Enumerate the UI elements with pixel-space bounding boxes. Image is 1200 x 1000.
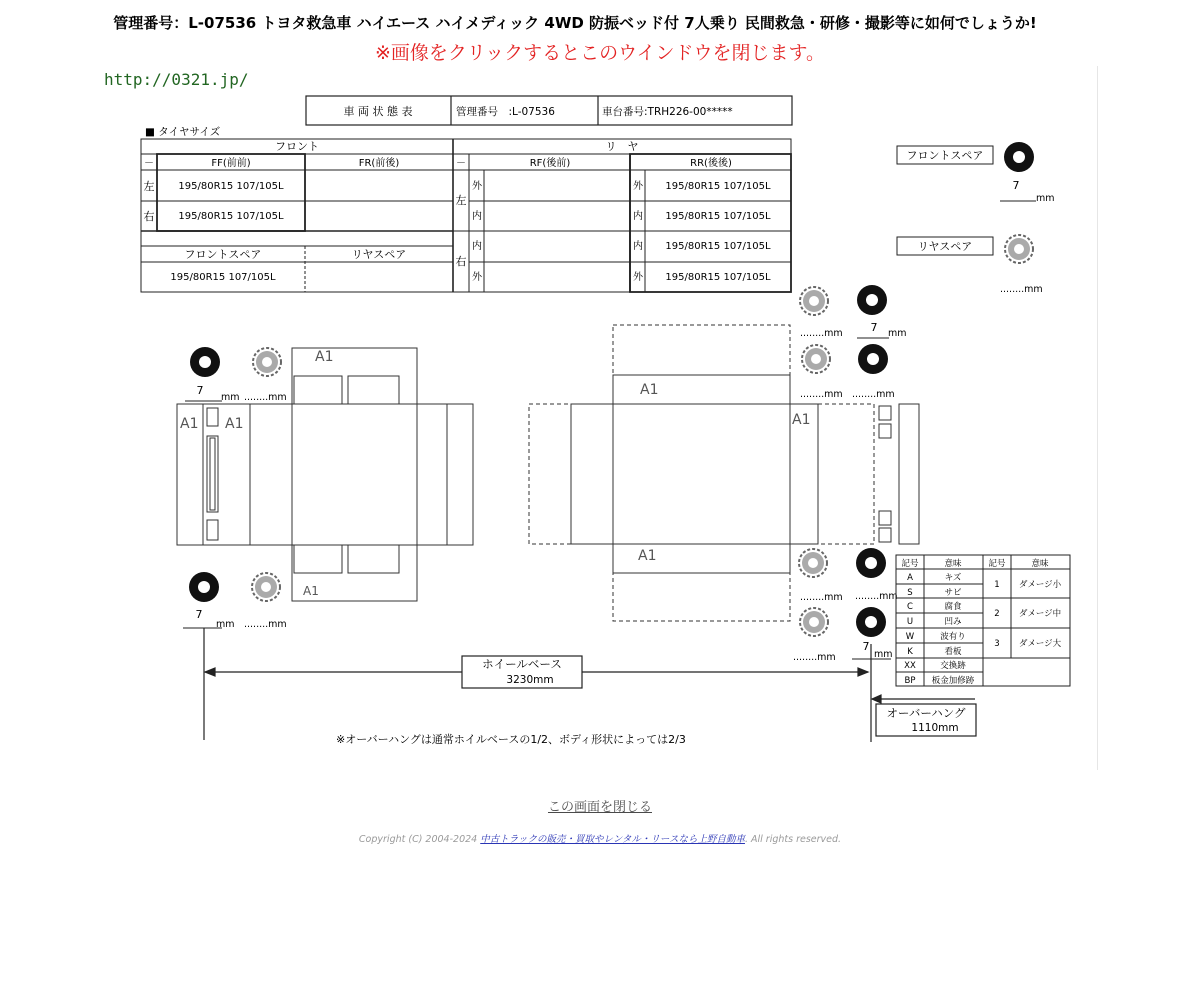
fr-left-tire-icon — [253, 348, 281, 376]
front-spare-mm: mm — [1036, 193, 1055, 204]
ff-left-mm: mm — [221, 392, 240, 403]
legend-meaning-k: 看板 — [944, 647, 962, 657]
tire-size-label: ■ タイヤサイズ — [145, 126, 221, 138]
rf-left-outer: 外 — [472, 181, 482, 192]
rf-right-inner: 内 — [472, 241, 482, 252]
rf-left-outer-mm: ........mm — [800, 328, 843, 339]
legend-level-1: 1 — [994, 580, 1000, 590]
damage-mark-rear-top: A1 — [640, 382, 659, 398]
legend-meaning-u: 凹み — [944, 617, 962, 627]
rear-left-label: 左 — [455, 194, 467, 207]
chassis-number-label: 車台番号:TRH226-00***** — [602, 106, 733, 118]
rr-left-outer-depth: 7 — [870, 321, 878, 334]
vehicle-condition-sheet-image[interactable] — [103, 66, 1098, 770]
copyright-prefix: Copyright (C) 2004-2024 — [358, 834, 481, 845]
legend-meaning-c: 腐食 — [944, 602, 962, 612]
rr-left-outer-mm: mm — [888, 328, 907, 339]
rr-right-outer-tire-icon — [856, 607, 886, 637]
vehicle-rear-diagram — [529, 325, 919, 621]
rr-left-inner-size: 195/80R15 107/105L — [665, 211, 771, 222]
ff-left-depth: 7 — [196, 384, 204, 397]
rf-left-inner-tire-icon — [802, 345, 830, 373]
rr-right-inner-mm: ........mm — [855, 591, 898, 602]
front-right-label: 右 — [143, 210, 155, 223]
rr-left-outer-size: 195/80R15 107/105L — [665, 181, 771, 192]
legend-code-u: U — [906, 617, 914, 627]
rf-right-outer-mm: ........mm — [793, 652, 836, 663]
front-spare-col-label: フロントスペア — [184, 248, 262, 261]
close-window-link[interactable]: この画面を閉じる — [547, 800, 652, 815]
legend-meaning-bp: 板金加修跡 — [931, 676, 975, 686]
rear-right-label: 右 — [455, 255, 467, 268]
legend-header-code: 記号 — [901, 559, 919, 569]
damage-mark-front-top: A1 — [315, 349, 334, 365]
rr-left-inner-mm: ........mm — [852, 389, 895, 400]
copyright-suffix: . All rights reserved. — [744, 834, 842, 845]
fr-right-tire-icon — [252, 573, 280, 601]
legend-code-k: K — [907, 647, 913, 657]
legend-code-s: S — [907, 588, 913, 598]
rr-right-inner-size: 195/80R15 107/105L — [665, 241, 771, 252]
legend-header-code-2: 記号 — [988, 559, 1006, 569]
rf-label: RF(後前) — [529, 158, 571, 169]
ff-left-tire-size: 195/80R15 107/105L — [178, 181, 284, 192]
ff-right-mm: mm — [216, 619, 235, 630]
condition-sheet-drawing — [103, 66, 1097, 770]
rr-right-outer-depth: 7 — [862, 640, 870, 653]
sheet-title: 車 両 状 態 表 — [343, 105, 413, 118]
rr-right-outer-mm: mm — [874, 649, 893, 660]
front-label: フロント — [275, 140, 319, 153]
rr-right-inner: 内 — [633, 241, 643, 252]
legend-meaning-w: 波有り — [940, 632, 966, 642]
damage-legend-table — [896, 555, 1070, 686]
front-spare-tire-icon — [1004, 142, 1034, 172]
overhang-note: ※オーバーハングは通常ホイルベースの1/2、ボディ形状によっては2/3 — [336, 733, 686, 746]
legend-code-xx: XX — [904, 661, 916, 671]
rf-right-outer-tire-icon — [800, 608, 828, 636]
front-spare-tire-size: 195/80R15 107/105L — [170, 272, 276, 283]
legend-code-a: A — [907, 573, 913, 583]
legend-level-2: 2 — [994, 609, 1000, 619]
front-spare-label: フロントスペア — [906, 149, 984, 162]
front-spare-depth: 7 — [1012, 179, 1020, 192]
damage-mark-front-bumper: A1 — [180, 416, 199, 432]
legend-header-meaning-2: 意味 — [1031, 559, 1049, 569]
wheelbase-value: 3230mm — [506, 674, 554, 686]
wheelbase-dimension — [204, 628, 976, 742]
legend-level-2-meaning: ダメージ中 — [1018, 609, 1062, 619]
front-dash: － — [144, 158, 154, 169]
rear-spare-col-label: リヤスペア — [351, 248, 407, 261]
legend-code-bp: BP — [904, 676, 916, 686]
copyright-company-link[interactable]: 中古トラックの販売・買取やレンタル・リースなら上野自動車 — [480, 834, 745, 845]
close-link-row — [0, 796, 1200, 815]
damage-mark-front-left: A1 — [225, 416, 244, 432]
fr-right-mm: ........mm — [244, 619, 287, 630]
rr-label: RR(後後) — [690, 158, 732, 169]
rr-left-outer: 外 — [633, 181, 643, 192]
ff-right-tire-size: 195/80R15 107/105L — [178, 211, 284, 222]
page-title: 管理番号：L-07536 トヨタ救急車 ハイエース ハイメディック 4WD 防振ベッド付 7人乗り 民間救急・研修・撮影等に如何でしょうか! — [113, 14, 1037, 32]
damage-mark-rear-bottom: A1 — [638, 548, 657, 564]
fr-label: FR(前後) — [358, 158, 400, 169]
copyright — [0, 831, 1200, 845]
damage-mark-front-bottom: A1 — [303, 584, 319, 598]
legend-level-1-meaning: ダメージ小 — [1018, 580, 1062, 590]
rf-left-inner: 内 — [472, 211, 482, 222]
overhang-label: オーバーハング — [886, 706, 966, 720]
close-notice: ※画像をクリックするとこのウインドウを閉じます。 — [374, 42, 826, 64]
wheelbase-label: ホイールベース — [482, 657, 562, 671]
ff-right-depth: 7 — [195, 608, 203, 621]
damage-mark-rear-side: A1 — [792, 412, 811, 428]
rear-spare-label: リヤスペア — [917, 240, 973, 253]
legend-level-3: 3 — [994, 639, 1000, 649]
rr-right-outer: 外 — [633, 272, 643, 283]
rr-left-inner: 内 — [633, 211, 643, 222]
legend-header-meaning: 意味 — [944, 559, 962, 569]
ff-right-tire-icon — [189, 572, 219, 602]
rf-left-inner-mm: ........mm — [800, 389, 843, 400]
rr-left-outer-tire-icon — [857, 285, 887, 315]
legend-code-w: W — [905, 632, 915, 642]
legend-meaning-a: キズ — [944, 573, 962, 583]
rear-spare-tire-icon — [1005, 235, 1033, 263]
rr-right-inner-tire-icon — [856, 548, 886, 578]
rf-left-outer-tire-icon — [800, 287, 828, 315]
overhang-value: 1110mm — [911, 722, 959, 734]
rf-right-inner-mm: ........mm — [800, 592, 843, 603]
legend-level-3-meaning: ダメージ大 — [1018, 639, 1062, 649]
site-url: http://0321.jp/ — [104, 70, 249, 89]
rr-right-outer-size: 195/80R15 107/105L — [665, 272, 771, 283]
rear-spare-mm: ........mm — [1000, 284, 1043, 295]
legend-meaning-s: サビ — [944, 588, 962, 598]
rf-right-inner-tire-icon — [799, 549, 827, 577]
rr-left-inner-tire-icon — [858, 344, 888, 374]
rear-label: リ ヤ — [605, 140, 639, 153]
legend-code-c: C — [907, 602, 913, 612]
ff-label: FF(前前) — [211, 158, 251, 169]
mgmt-number-label: 管理番号 :L-07536 — [456, 106, 555, 118]
vehicle-front-diagram — [177, 348, 473, 601]
legend-meaning-xx: 交換跡 — [940, 661, 966, 671]
front-left-label: 左 — [143, 180, 155, 193]
ff-left-tire-icon — [190, 347, 220, 377]
rf-right-outer: 外 — [472, 272, 482, 283]
fr-left-mm: ........mm — [244, 392, 287, 403]
rear-dash: － — [456, 158, 466, 169]
